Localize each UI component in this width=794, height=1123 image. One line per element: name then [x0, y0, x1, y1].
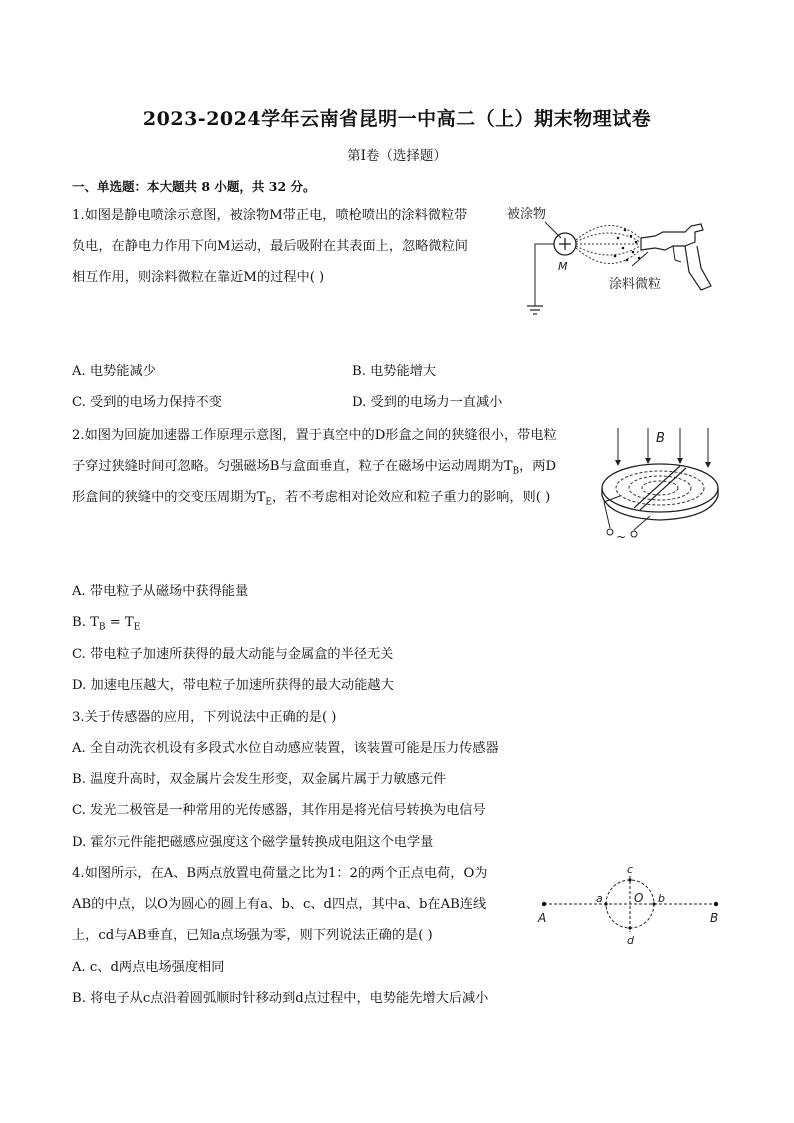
q2-option-c: C. 带电粒子加速所获得的最大动能与金属盒的半径无关	[72, 647, 394, 662]
q3-text-line-1: 3.关于传感器的应用，下列说法中正确的是( )	[72, 710, 337, 725]
q3-option-d: D. 霍尔元件能把磁感应强度这个磁学量转换成电阻这个电学量	[72, 835, 434, 850]
q3-option-a: A. 全自动洗衣机设有多段式水位自动感应装置，该装置可能是压力传感器	[72, 741, 499, 756]
q4-option-b: B. 将电子从c点沿着圆弧顺时针移动到d点过程中，电势能先增大后减小	[72, 991, 489, 1006]
q2-option-b-sub-e: E	[133, 622, 141, 633]
q2-option-b-mid: = T	[105, 615, 134, 630]
q1-option-a: A. 电势能减少	[72, 364, 156, 379]
q2-text-line-3-main: 形盒间的狭缝中的交变压周期为T	[72, 490, 266, 505]
point-charges-figure	[530, 862, 730, 948]
q2-text-line-3	[72, 488, 550, 513]
figure-label-c: c	[627, 863, 634, 876]
figure-label-a: a	[596, 892, 603, 905]
q2-option-a: A. 带电粒子从磁场中获得能量	[72, 584, 249, 599]
q2-option-b	[72, 613, 140, 638]
q1-text-line-3: 相互作用，则涂料微粒在靠近M的过程中( )	[72, 270, 325, 285]
page-title: 2023-2024学年云南省昆明一中高二（上）期末物理试卷	[142, 108, 652, 130]
figure-label-b-small: b	[658, 892, 665, 905]
figure-label-o: O	[634, 891, 644, 905]
section-heading: 一、单选题：本大题共 8 小题，共 32 分。	[72, 179, 316, 194]
q1-option-c: C. 受到的电场力保持不变	[72, 395, 222, 410]
q3-option-b: B. 温度升高时，双金属片会发生形变，双金属片属于力敏感元件	[72, 772, 447, 787]
figure-label-d: d	[627, 934, 634, 947]
q4-text-line-1: 4.如图所示，在A、B两点放置电荷量之比为1：2的两个正点电荷，O为	[72, 866, 488, 881]
q4-text-line-3: 上，cd与AB垂直，已知a点场强为零，则下列说法正确的是( )	[72, 928, 433, 943]
q2-subscript-b: B	[512, 466, 520, 477]
q3-option-c: C. 发光二极管是一种常用的光传感器，其作用是将光信号转换为电信号	[72, 803, 486, 818]
q4-option-a: A. c、d两点电场强度相同	[72, 960, 225, 975]
q4-text-line-2: AB的中点，以O为圆心的圆上有a、b、c、d四点，其中a、b在AB连线	[72, 897, 487, 912]
figure-label-b: B	[656, 431, 665, 446]
figure-label-particles: 涂料微粒	[609, 277, 662, 292]
figure-label-b-point: B	[710, 911, 719, 925]
q2-option-b-prefix: B. T	[72, 615, 99, 630]
figure-label-m: M	[558, 260, 568, 273]
q2-text-line-1: 2.如图为回旋加速器工作原理示意图，置于真空中的D形盒之间的狭缝很小，带电粒	[72, 428, 557, 443]
electrostatic-spray-figure	[505, 202, 725, 320]
q1-option-d: D. 受到的电场力一直减小	[352, 395, 503, 410]
q1-text-line-2: 负电，在静电力作用下向M运动，最后吸附在其表面上，忽略微粒间	[72, 239, 468, 254]
q2-text-line-2	[72, 457, 556, 482]
q2-text-line-3-suffix: ，若不考虑相对论效应和粒子重力的影响，则( )	[272, 490, 551, 505]
q1-option-b: B. 电势能增大	[352, 364, 437, 379]
figure-label-a-point: A	[538, 911, 547, 925]
q2-text-line-2-main: 子穿过狭缝时间可忽略。匀强磁场B与盒面垂直，粒子在磁场中运动周期为T	[72, 459, 513, 474]
figure-label-ac: ~	[616, 530, 627, 544]
q2-text-line-2-suffix: ，两D	[519, 459, 557, 474]
cyclotron-figure	[590, 422, 730, 544]
figure-label-object: 被涂物	[507, 207, 547, 222]
page-subtitle: 第I卷（选择题）	[347, 148, 447, 164]
q2-option-d: D. 加速电压越大，带电粒子加速所获得的最大动能越大	[72, 678, 394, 693]
q2-option-b-sub-b: B	[98, 622, 106, 633]
q2-subscript-e: E	[265, 497, 272, 508]
q1-text-line-1: 1.如图是静电喷涂示意图，被涂物M带正电，喷枪喷出的涂料微粒带	[72, 208, 468, 223]
